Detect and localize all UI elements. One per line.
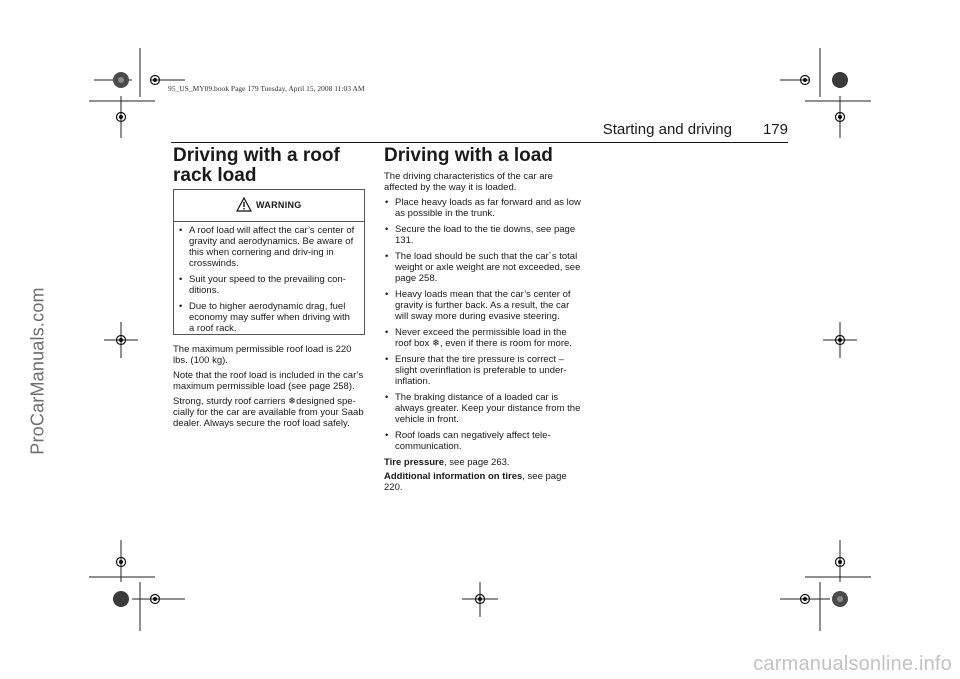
list-item-text: , even if there is room for more. [439,338,572,349]
reference-text: , see page 220. [384,471,567,493]
load-text [384,171,582,496]
intro-paragraph: The driving characteristics of the car are affected by the way it is loaded. [384,171,553,193]
list-item [384,327,582,349]
section-title: Starting and driving [602,121,732,138]
list-item: • The braking distance of a loaded car is always greater. Keep your distance from the vehicle in front. [384,392,582,425]
tire-info-reference [384,471,582,493]
warning-list [178,225,356,339]
paragraph: Note that the roof load is included in the car’s maximum permissible load (see page 258). [173,370,364,392]
warning-item: • A roof load will affect the car’s center of gravity and aerodynamics. Be aware of this when cornering and driv-ing in crosswinds. [178,225,356,269]
list-item: • Secure the load to the tie downs, see page 131. [384,224,582,246]
tire-pressure-reference [384,457,582,468]
load-list [384,197,582,452]
accessory-icon: ❄ [431,338,440,349]
list-item: • Ensure that the tire pressure is correct – slight overinflation is preferable to under-inflation. [384,354,582,387]
accessory-icon: ❄ [288,396,297,407]
page-header [171,121,788,139]
roof-load-text [173,344,368,433]
warning-triangle-icon [236,197,252,212]
list-item: • Roof loads can negatively affect tele-communication. [384,430,582,452]
paragraph [173,396,368,429]
side-watermark: ProCarManuals.com [27,287,48,455]
load-heading: Driving with a load [384,145,553,166]
reference-text: , see page 263. [444,457,510,468]
paragraph: The maximum permissible roof load is 220 lbs. (100 kg). [173,344,352,366]
list-item: • Place heavy loads as far forward and as low as possible in the trunk. [384,197,582,219]
reference-label: Additional information on tires [384,471,523,482]
header-rule [171,142,788,143]
warning-box [173,189,365,335]
list-item: • Heavy loads mean that the car’s center of gravity is further back. As a result, the car will sway more during evasive steering. [384,289,582,322]
paragraph-text: Strong, sturdy roof carriers [173,396,289,407]
warning-item: • Due to higher aerodynamic drag, fuel economy may suffer when driving with a roof rack. [178,301,356,334]
warning-item: • Suit your speed to the prevailing con-ditions. [178,274,356,296]
roof-rack-heading: Driving with a roof rack load [173,145,340,186]
warning-header [174,190,364,222]
list-item-text: Never exceed the permissible load in the roof box [395,327,567,349]
paragraph-text: designed spe-cially for the car are available from your Saab dealer. Always secure the roof load safely. [173,396,364,429]
warning-title: WARNING [256,200,302,210]
print-info: 95_US_MY09.book Page 179 Tuesday, April 15, 2008 11:03 AM [168,84,365,93]
page-number: 179 [762,121,788,138]
list-item: • The load should be such that the car´s total weight or axle weight are not exceeded, see page 258. [384,251,582,284]
reference-label: Tire pressure [384,457,445,468]
footer-watermark: carmanualsonline.info [753,653,952,675]
